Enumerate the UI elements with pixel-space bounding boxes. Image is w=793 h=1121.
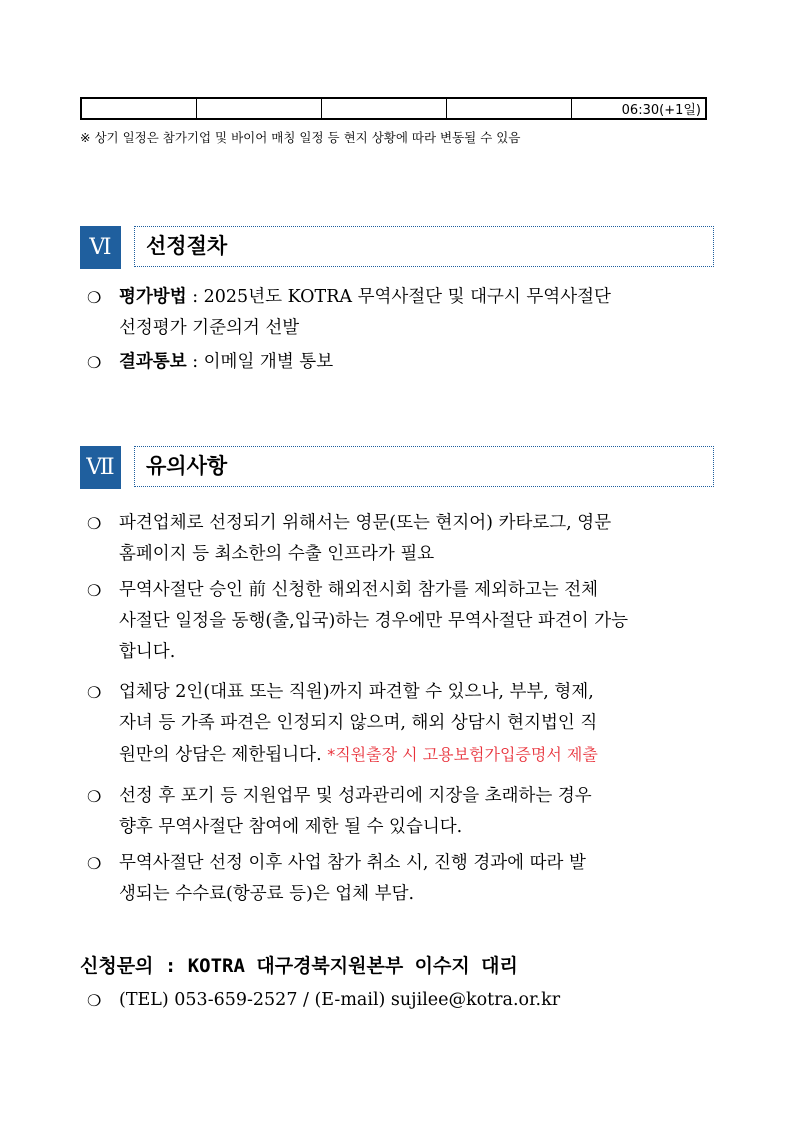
list-item <box>87 677 719 771</box>
section-title: 유의사항 <box>146 454 228 478</box>
bullet-icon: ❍ <box>87 353 102 372</box>
table-cell <box>197 98 322 119</box>
section-number: Ⅶ <box>80 446 121 489</box>
item-text: 홈페이지 등 최소한의 수출 인프라가 필요 <box>119 544 435 564</box>
item-text: 합니다. <box>119 642 176 662</box>
list-item <box>87 848 719 910</box>
item-text: 사절단 일정을 동행(출,입국)하는 경우에만 무역사절단 파견이 가능 <box>119 611 629 631</box>
item-label: 평가방법 <box>119 287 187 307</box>
item-text: 선정 후 포기 등 지원업무 및 성과관리에 지장을 초래하는 경우 <box>119 786 592 806</box>
bullet-icon: ❍ <box>87 288 102 307</box>
item-text: 이메일 개별 통보 <box>203 352 334 372</box>
bullet-icon: ❍ <box>87 854 102 873</box>
item-text: 무역사절단 승인 前 신청한 해외전시회 참가를 제외하고는 전체 <box>119 580 599 600</box>
item-sep: : <box>186 287 204 307</box>
bullet-icon: ❍ <box>87 514 102 533</box>
bullet-icon: ❍ <box>87 991 102 1010</box>
contact-title: 신청문의 : KOTRA 대구경북지원본부 이수지 대리 <box>80 955 518 977</box>
item-text: 업체당 2인(대표 또는 직원)까지 파견할 수 있으나, 부부, 형제, <box>119 682 594 702</box>
item-text: 자녀 등 가족 파견은 인정되지 않으며, 해외 상담시 현지법인 직 <box>119 713 598 733</box>
item-text: 원만의 상담은 제한됩니다. <box>119 745 328 765</box>
item-text: 생되는 수수료(항공료 등)은 업체 부담. <box>119 884 415 904</box>
notice-red-text: *직원출장 시 고용보험가입증명서 제출 <box>327 745 598 764</box>
list-item <box>87 508 719 570</box>
list-item <box>87 347 719 378</box>
schedule-note: ※ 상기 일정은 참가기업 및 바이어 매칭 일정 등 현지 상황에 따라 변동될 수 있음 <box>80 130 521 145</box>
item-text: 파견업체로 선정되기 위해서는 영문(또는 현지어) 카타로그, 영문 <box>119 513 612 533</box>
table-cell <box>81 98 197 119</box>
schedule-table <box>80 97 707 120</box>
item-sep: : <box>186 352 204 372</box>
item-text: 향후 무역사절단 참여에 제한 될 수 있습니다. <box>119 817 463 837</box>
section-number: Ⅵ <box>80 226 121 269</box>
item-label: 결과통보 <box>119 352 187 372</box>
table-cell <box>447 98 572 119</box>
section-title: 선정절차 <box>146 234 228 258</box>
table-cell-time: 06:30(+1일) <box>572 98 707 119</box>
section-7-header <box>80 446 716 489</box>
contact-line <box>87 985 719 1016</box>
contact-info: (TEL) 053-659-2527 / (E-mail) sujilee@kotra.or.kr <box>119 990 561 1010</box>
bullet-icon: ❍ <box>87 581 102 600</box>
bullet-icon: ❍ <box>87 683 102 702</box>
list-item <box>87 781 719 843</box>
table-row <box>81 98 706 119</box>
item-text: 선정평가 기준의거 선발 <box>119 318 300 338</box>
section-6-header <box>80 226 716 269</box>
list-item <box>87 282 719 344</box>
list-item <box>87 575 719 668</box>
bullet-icon: ❍ <box>87 787 102 806</box>
item-text: 2025년도 KOTRA 무역사절단 및 대구시 무역사절단 <box>203 287 611 307</box>
item-text: 무역사절단 선정 이후 사업 참가 취소 시, 진행 경과에 따라 발 <box>119 853 586 873</box>
table-cell <box>322 98 447 119</box>
